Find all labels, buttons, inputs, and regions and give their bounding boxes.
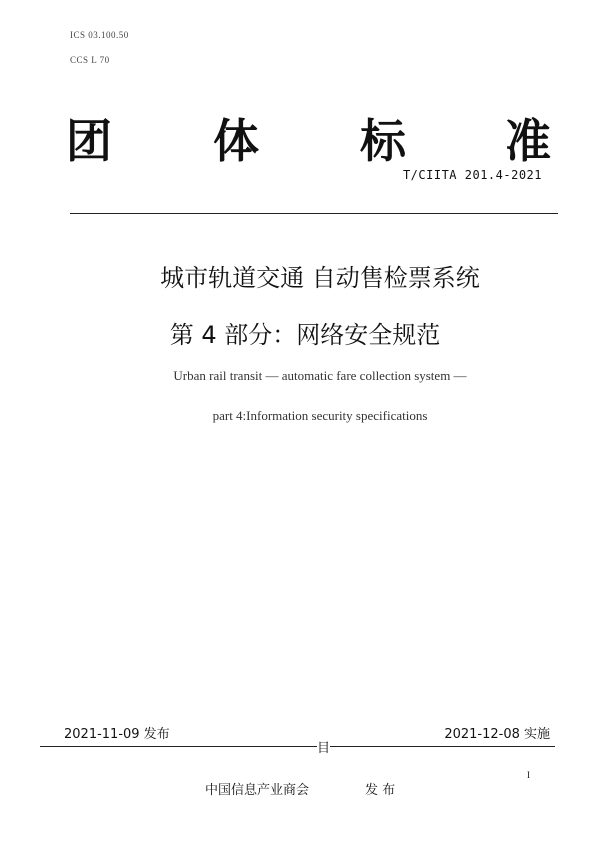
title-en-line1: Urban rail transit — automatic fare collection system — xyxy=(173,368,467,383)
heading-char-3: 标 xyxy=(360,114,406,168)
page-number: I xyxy=(527,770,530,780)
implement-date: 2021-12-08 实施 xyxy=(444,727,550,742)
title-cn-line1: 城市轨道交通 自动售检票系统 xyxy=(160,264,480,292)
heading-char-2: 体 xyxy=(213,114,259,168)
center-mark: 目 xyxy=(317,737,330,756)
publish-date: 2021-11-09 发布 xyxy=(64,727,170,742)
issuer-verb: 发 布 xyxy=(365,783,396,798)
heading-char-1: 团 xyxy=(66,114,112,168)
ics-code: ICS 03.100.50 xyxy=(70,30,129,40)
top-divider xyxy=(70,213,558,214)
heading-char-4: 准 xyxy=(505,114,551,168)
bottom-divider xyxy=(40,746,555,747)
issuer-name: 中国信息产业商会 xyxy=(205,783,310,798)
ccs-code: CCS L 70 xyxy=(70,55,110,65)
title-en-line2: part 4:Information security specifications xyxy=(212,408,428,423)
title-cn-line2: 第 4 部分：网络安全规范 xyxy=(169,321,441,349)
standard-number: T/CIITA 201.4-2021 xyxy=(402,168,542,182)
